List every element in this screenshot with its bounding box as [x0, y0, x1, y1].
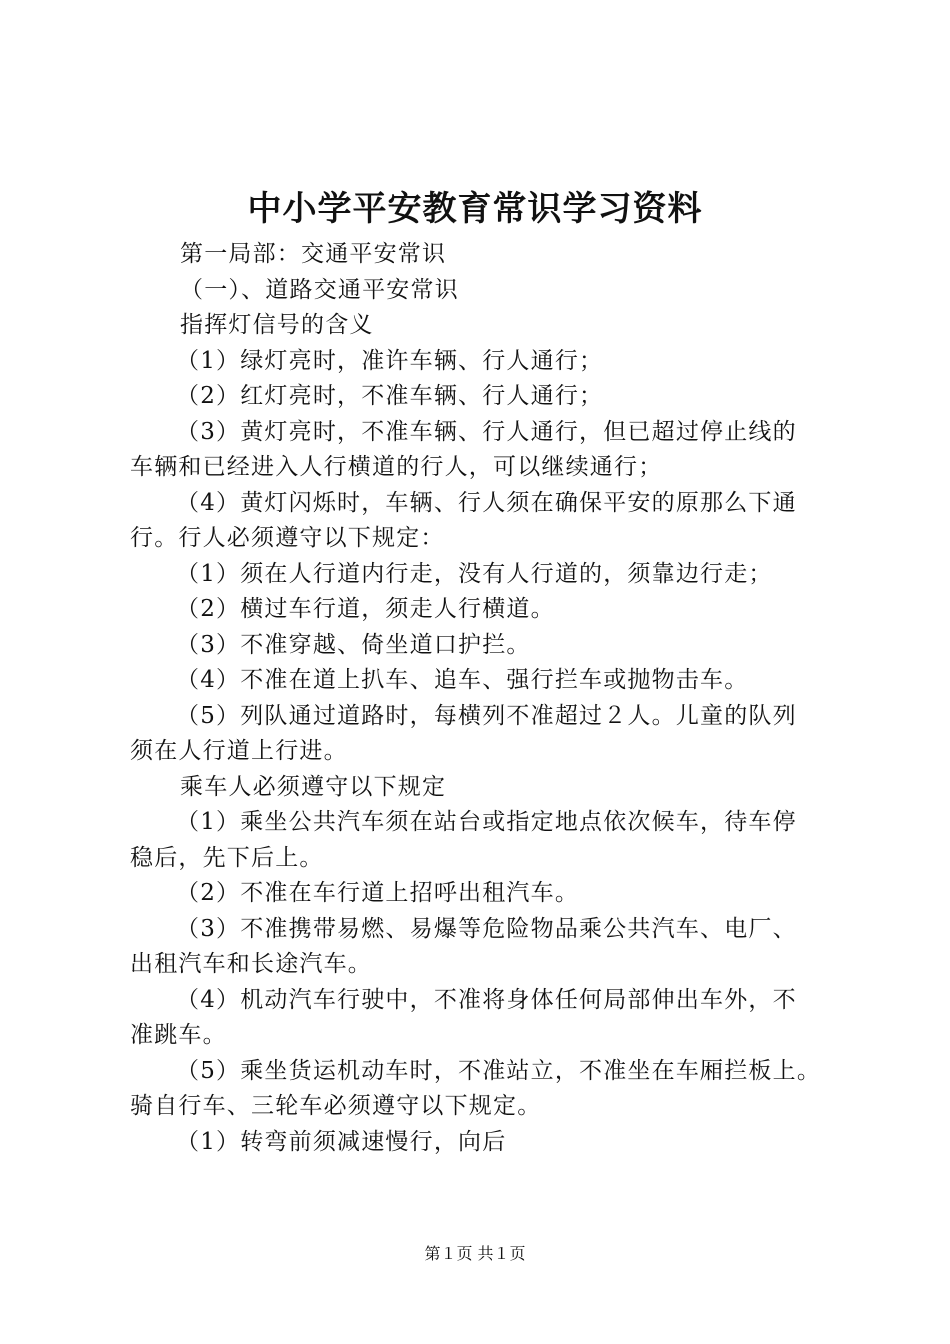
paragraph-line: 车辆和已经进入人行横道的行人，可以继续通行；	[130, 454, 663, 480]
paragraph-line: （2）横过车行道，须走人行横道。	[176, 596, 555, 622]
document-title: 中小学平安教育常识学习资料	[247, 189, 703, 229]
document-body	[130, 237, 850, 1160]
paragraph-line: （4）机动汽车行驶中，不准将身体任何局部伸出车外，不	[176, 986, 797, 1013]
paragraph-line: 乘车人必须遵守以下规定	[180, 773, 447, 800]
page-footer: 第１页 共１页	[424, 1244, 526, 1263]
paragraph-line: （5）列队通过道路时，每横列不准超过２人。儿童的队列	[176, 702, 797, 729]
paragraph-line: （1）乘坐公共汽车须在站台或指定地点依次候车，待车停	[176, 809, 797, 835]
paragraph-line: （1）转弯前须减速慢行，向后	[176, 1128, 507, 1155]
paragraph-line: （3）不准携带易燃、易爆等危险物品乘公共汽车、电厂、	[176, 915, 797, 942]
section-heading: 第一局部：交通平安常识	[180, 241, 447, 267]
paragraph-line: 骑自行车、三轮车必须遵守以下规定。	[130, 1093, 542, 1119]
paragraph-line: （5）乘坐货运机动车时，不准站立，不准坐在车厢拦板上。	[176, 1057, 822, 1084]
subsection-heading: （一）、道路交通平安常识	[180, 276, 459, 303]
paragraph-line: （2）不准在车行道上招呼出租汽车。	[176, 880, 580, 906]
paragraph-line: 出租汽车和长途汽车。	[130, 951, 372, 977]
paragraph-line: （1）须在人行道内行走，没有人行道的，须靠边行走；	[176, 560, 773, 587]
paragraph-line: 行。行人必须遵守以下规定：	[130, 525, 445, 551]
paragraph-line: 指挥灯信号的含义	[180, 312, 374, 338]
paragraph-line: （2）红灯亮时，不准车辆、行人通行；	[176, 383, 604, 409]
paragraph-line: 准跳车。	[130, 1022, 227, 1048]
paragraph-line: （4）不准在道上扒车、追车、强行拦车或抛物击车。	[176, 667, 749, 693]
paragraph-line: （3）黄灯亮时，不准车辆、行人通行，但已超过停止线的	[176, 418, 797, 445]
paragraph-line: （3）不准穿越、倚坐道口护拦。	[176, 631, 531, 658]
paragraph-line: 稳后，先下后上。	[130, 844, 324, 871]
paragraph-line: 须在人行道上行进。	[130, 738, 348, 764]
paragraph-line: （1）绿灯亮时，准许车辆、行人通行；	[176, 347, 604, 374]
paragraph-line: （4）黄灯闪烁时，车辆、行人须在确保平安的原那么下通	[176, 489, 797, 516]
